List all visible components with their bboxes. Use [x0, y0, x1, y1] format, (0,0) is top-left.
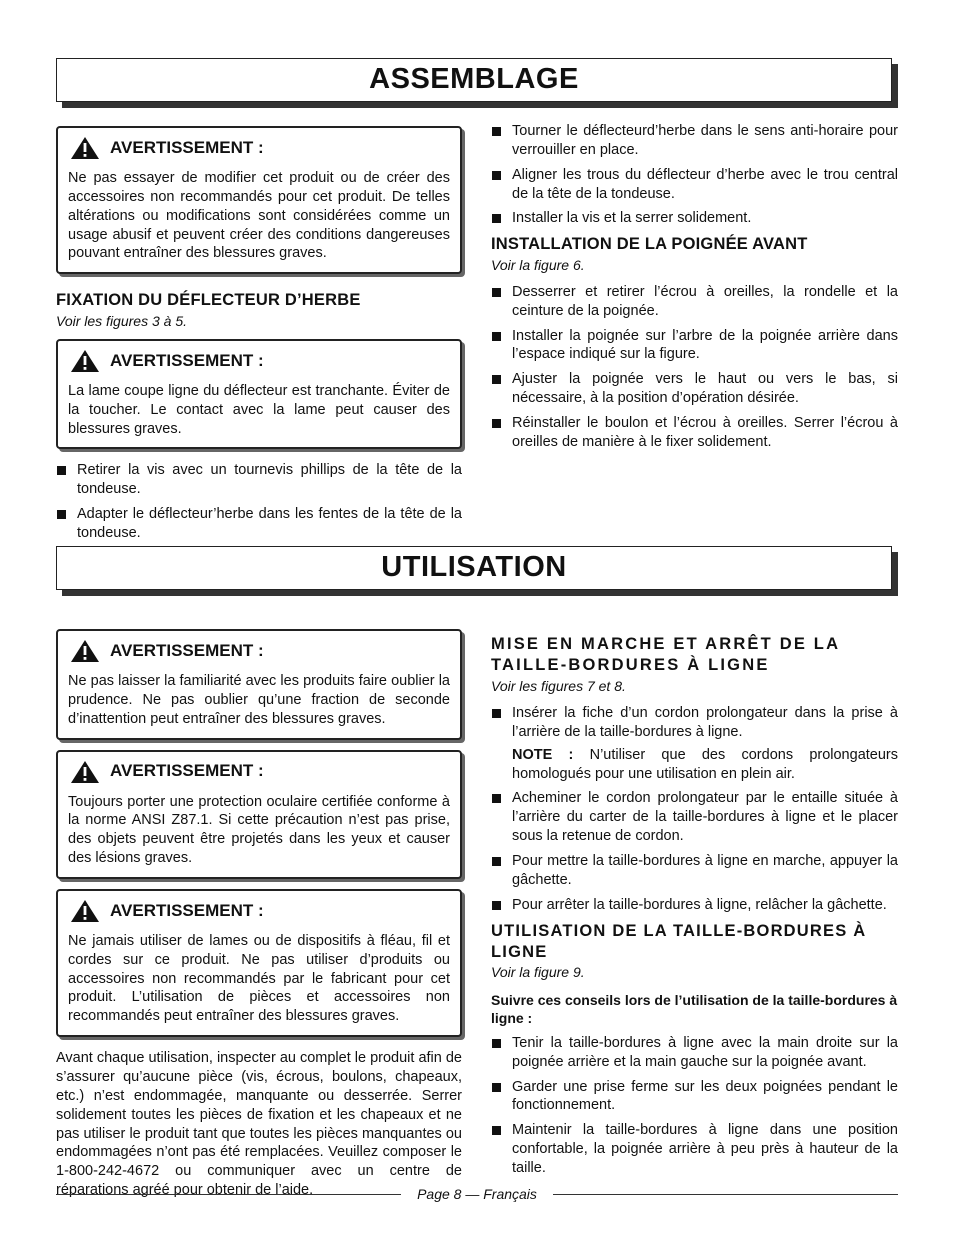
warning-triangle-icon: [70, 760, 100, 784]
warning-label: AVERTISSEMENT :: [110, 900, 264, 920]
warning-header: [70, 349, 450, 373]
warning-box: [56, 339, 462, 450]
assemblage-banner: [56, 58, 892, 102]
fixation-steps-continued-list: [491, 122, 898, 228]
utilisation-banner: [56, 546, 892, 590]
warning-triangle-icon: [70, 639, 100, 663]
footer-rule-left: [56, 1194, 401, 1195]
section-title-assemblage: ASSEMBLAGE: [369, 63, 579, 96]
usage-intro: Suivre ces conseils lors de l’utilisation de la taille-bordures à ligne :: [491, 991, 898, 1026]
warning-label: AVERTISSEMENT :: [110, 137, 264, 157]
list-item: Installer la poignée sur l’arbre de la poignée arrière dans l’espace indiqué sur la figure.: [491, 327, 898, 365]
list-item: Acheminer le cordon prolongateur par le entaille située à l’arrière du carter de la taille-bordures à ligne et le placer sous la retenue de cordon.: [491, 789, 898, 846]
list-item: Insérer la fiche d’un cordon prolongateur dans la prise à l’arrière de la taille-bordures à ligne.: [491, 704, 898, 742]
page-footer: [56, 1185, 898, 1203]
list-item: Garder une prise ferme sur les deux poignées pendant le fonctionnement.: [491, 1078, 898, 1116]
list-item: Réinstaller le boulon et l’écrou à oreilles. Serrer l’écrou à oreilles de manière à le fixer solidement.: [491, 414, 898, 452]
fixation-steps-list: [56, 461, 462, 542]
warning-text: Ne pas essayer de modifier cet produit ou de créer des accessoires non recommandés pour cet produit. De telles altérations ou modifications sont considérées comme un usage abusif et peuvent créer des conditions dangereuses pouvant entraîner des blessures graves.: [68, 170, 450, 262]
list-item: Adapter le déflecteur’herbe dans les fentes de la tête de la tondeuse.: [56, 505, 462, 543]
list-item: Retirer la vis avec un tournevis phillips de la tête de la tondeuse.: [56, 461, 462, 499]
poignee-figure-ref: Voir la figure 6.: [491, 256, 585, 273]
warning-triangle-icon: [70, 899, 100, 923]
inspection-paragraph: Avant chaque utilisation, inspecter au complet le produit afin de s’assurer qu’aucune pièce (vis, écrous, boulons, chapeaux, etc.) n’est endommagée, manquante ou desserrée. Serrer solidement toutes les pièces de fixation et les chapeaux et ne pas utiliser le produit tant que toutes les pièces manquantes ou endommagées n’ont pas été remplacées. Veuillez composer le 1-800-242-4672 ou communiquer avec un centre de réparations agréé pour obtenir de l’aide.: [56, 1050, 462, 1199]
poignee-heading: INSTALLATION DE LA POIGNÉE AVANT: [491, 235, 808, 254]
warning-header: [70, 136, 450, 160]
warning-text: Ne pas laisser la familiarité avec les produits faire oublier la prudence. Ne pas oublier qu’une fraction de seconde d’inattention peut entraîner des blessures graves.: [68, 673, 450, 727]
list-item: Tourner le déflecteurd’herbe dans le sens anti-horaire pour verrouiller en place.: [491, 122, 898, 160]
note-text: N’utiliser que des cordons prolongateurs homologués pour une utilisation en plein air.: [512, 746, 898, 782]
usage-figure-ref: Voir la figure 9.: [491, 964, 585, 981]
warning-header: [70, 899, 450, 923]
list-item: Installer la vis et la serrer solidement.: [491, 209, 898, 228]
list-item: Aligner les trous du déflecteur d’herbe avec le trou central de la tête de la tondeuse.: [491, 166, 898, 204]
warning-box: [56, 750, 462, 879]
list-item: Tenir la taille-bordures à ligne avec la main droite sur la poignée arrière et la main gauche sur la poignée avant.: [491, 1034, 898, 1072]
utilisation-left-column: [56, 629, 462, 1200]
note-paragraph: [491, 746, 898, 784]
utilisation-right-column: [491, 634, 898, 1184]
note-label: NOTE :: [512, 746, 574, 763]
assemblage-left-column: [56, 126, 462, 549]
marche-heading: MISE EN MARCHE ET ARRÊT DE LA TAILLE-BORDURES À LIGNE: [491, 635, 840, 675]
list-item: Pour arrêter la taille-bordures à ligne, relâcher la gâchette.: [491, 896, 898, 915]
marche-figure-ref: Voir les figures 7 et 8.: [491, 677, 626, 694]
footer-rule-right: [553, 1194, 898, 1195]
marche-steps-list-continued: [491, 789, 898, 914]
usage-tips-list: [491, 1034, 898, 1178]
warning-header: [70, 760, 450, 784]
warning-label: AVERTISSEMENT :: [110, 350, 264, 370]
poignee-steps-list: [491, 283, 898, 452]
section-title-utilisation: UTILISATION: [381, 551, 567, 584]
list-item: Pour mettre la taille-bordures à ligne en marche, appuyer la gâchette.: [491, 852, 898, 890]
marche-steps-list: [491, 704, 898, 742]
list-item: Desserrer et retirer l’écrou à oreilles, la rondelle et la ceinture de la poignée.: [491, 283, 898, 321]
list-item: Ajuster la poignée vers le haut ou vers le bas, si nécessaire, à la position d’opération désirée.: [491, 370, 898, 408]
usage-heading: UTILISATION DE LA TAILLE-BORDURES À LIGNE: [491, 921, 867, 961]
warning-box: [56, 126, 462, 274]
warning-box: [56, 629, 462, 740]
warning-label: AVERTISSEMENT :: [110, 761, 264, 781]
warning-triangle-icon: [70, 136, 100, 160]
warning-box: [56, 889, 462, 1037]
fixation-heading: FIXATION DU DÉFLECTEUR D’HERBE: [56, 291, 361, 310]
warning-label: AVERTISSEMENT :: [110, 640, 264, 660]
warning-text: Ne jamais utiliser de lames ou de dispositifs à fléau, fil et cordes sur ce produit. Ne pas utiliser d’produits ou accessoires non recommandés par le fabricant pour cet produit. L’utilisation de pièces et accessoires non recommandés peut entraîner des blessures graves.: [68, 932, 450, 1025]
warning-triangle-icon: [70, 349, 100, 373]
fixation-figure-ref: Voir les figures 3 à 5.: [56, 312, 187, 329]
warning-text: La lame coupe ligne du déflecteur est tranchante. Éviter de la toucher. Le contact avec la lame peut causer des blessures graves.: [68, 382, 450, 437]
warning-text: Toujours porter une protection oculaire certifiée conforme à la norme ANSI Z87.1. Si cette précaution n’est pas prise, des objets peuvent être projetés dans les yeux et causer des lésions graves.: [68, 793, 450, 867]
assemblage-right-column: [491, 122, 898, 458]
page-number: Page 8 — Français: [417, 1186, 537, 1202]
list-item: Maintenir la taille-bordures à ligne dans une position confortable, la poignée arrière à peu près à hauteur de la taille.: [491, 1121, 898, 1178]
warning-header: [70, 639, 450, 663]
